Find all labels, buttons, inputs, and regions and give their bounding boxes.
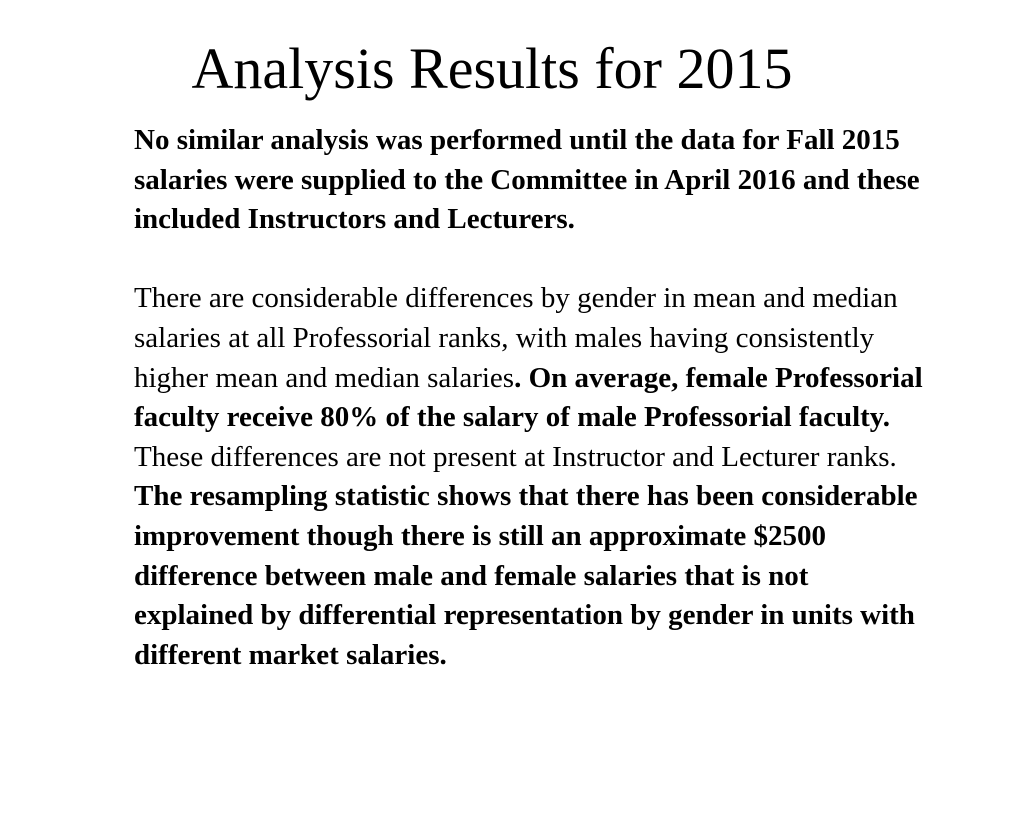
intro-paragraph: No similar analysis was performed until the data for Fall 2015 salaries were supplied to the Committee in April 2016 and these included Instructors and Lecturers. (134, 124, 920, 236)
slide-body (134, 121, 934, 675)
findings-paragraph (134, 279, 934, 675)
slide-title: Analysis Results for 2015 (191, 36, 793, 101)
findings-emphasis-2: The resampling statistic shows that there has been considerable improvement though there is still an approximate $2500 difference between male and female salaries that is not explained by differential representation by gender in units with different market salaries. (134, 480, 918, 671)
findings-text-1: There are considerable differences by gender in mean and median salaries at all Professorial ranks, with males having consistently higher mean and median salaries (134, 282, 898, 394)
findings-text-2: These differences are not present at Instructor and Lecturer ranks. (134, 440, 897, 473)
findings-emphasis-1: . On average, female Professorial faculty receive 80% of the salary of male Professorial faculty. (134, 361, 923, 434)
